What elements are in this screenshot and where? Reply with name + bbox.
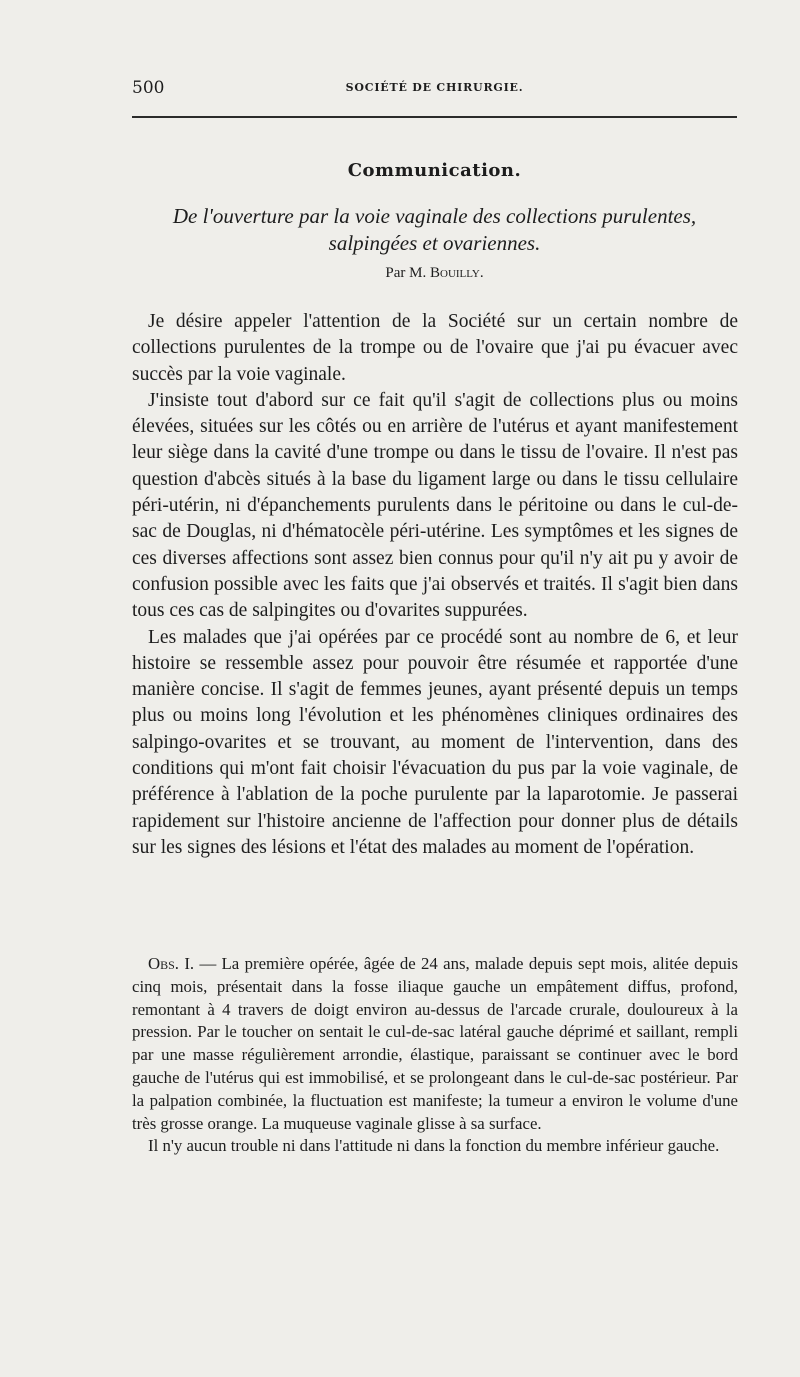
observation-text: — La première opérée, âgée de 24 ans, malade depuis sept mois, alitée depuis cinq mois, présentait dans la fosse iliaque gauche un empâtement diffus, profond, remontant à 4 travers de doigt environ au-dessus de l'arcade crurale, douloureux à la pression. Par le toucher on sentait le cul-de-sac latéral gauche déprimé et saillant, rempli par une masse régulièrement arrondie, élastique, paraissant se continuer avec le bord gauche de l'utérus qui est immobilisé, et se prolongeant dans le cul-de-sac postérieur. Par la palpation combinée, la fluctuation est manifeste; la tumeur a environ le volume d'une très grosse orange. La muqueuse vaginale glisse à sa surface. (132, 954, 738, 1133)
body-paragraph-3: Les malades que j'ai opérées par ce procédé sont au nombre de 6, et leur histoire se ressemble assez pour pouvoir être résumée et rapportée d'une manière concise. Il s'agit de femmes jeunes, ayant présenté depuis un temps plus ou moins long l'évolution et les phénomènes cliniques ordinaires des salpingo-ovarites et se trouvant, au moment de l'intervention, dans des conditions qui m'ont fait choisir l'évacuation du pus par la voie vaginale, de préférence à l'ablation de la poche purulente par la laparotomie. Je passerai rapidement sur l'histoire ancienne de l'affection pour donner plus de détails sur les signes des lésions et l'état des malades au moment de l'opération. (132, 626, 738, 858)
article-title-line-2: salpingées et ovariennes. (328, 231, 541, 255)
observation-paragraph-1 (132, 953, 738, 1135)
header-rule (132, 116, 737, 118)
byline (132, 265, 737, 282)
body-paragraph-1: Je désire appeler l'attention de la Société sur un certain nombre de collections purulentes de la trompe ou de l'ovaire que j'ai pu évacuer avec succès par la voie vaginale. (132, 311, 738, 385)
article-title (132, 203, 737, 257)
page-number: 500 (132, 78, 165, 98)
observation-label: Obs. I. (148, 954, 195, 973)
observation-block (132, 953, 738, 1158)
running-header (132, 78, 737, 108)
observation-paragraph-2: Il n'y aucun trouble ni dans l'attitude ni dans la fonction du membre inférieur gauche. (148, 1136, 720, 1156)
article-body (132, 309, 738, 861)
author-name: Bouilly. (430, 265, 484, 281)
body-paragraph-2: J'insiste tout d'abord sur ce fait qu'il s'agit de collections plus ou moins élevées, situées sur les côtés ou en arrière de l'utérus et ayant manifestement leur siège dans la cavité d'une trompe ou dans le tissu de l'ovaire. Il n'est pas question d'abcès situés à la base du ligament large ou dans le tissu cellulaire péri-utérin, ni d'épanchements purulents dans le péritoine ou dans le cul-de-sac de Douglas, ni d'hématocèle péri-utérine. Les symptômes et les signes de ces diverses affections sont assez bien connus pour qu'il n'y ait pu y avoir de confusion possible avec les faits que j'ai observés et traités. Il s'agit bien dans tous ces cas de salpingites ou d'ovarites suppurées. (132, 389, 738, 622)
section-title: Communication. (347, 160, 522, 181)
article-title-line-1: De l'ouverture par la voie vaginale des collections purulentes, (172, 204, 697, 228)
journal-title: SOCIÉTÉ DE CHIRURGIE. (345, 81, 524, 94)
byline-prefix: Par M. (385, 265, 427, 281)
